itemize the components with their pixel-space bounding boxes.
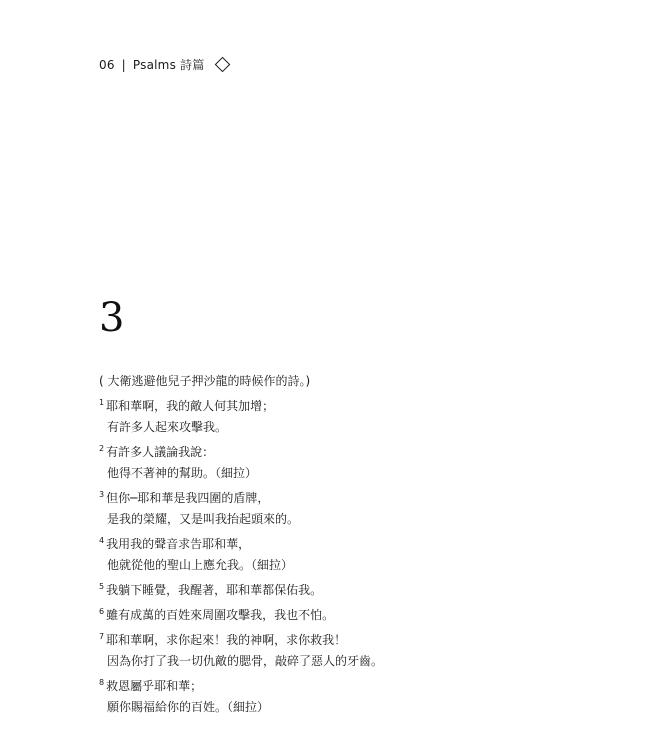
verse-line [99, 626, 619, 651]
verse-number: 1 [99, 398, 105, 407]
chapter-number: 3 [99, 295, 125, 341]
verse-1 [99, 392, 619, 438]
verse-line: 他就從他的聖山上應允我。（細拉） [107, 558, 294, 572]
verse-text: 我躺下睡覺，我醒著，耶和華都保佑我。 [106, 583, 323, 597]
verse-number: 8 [99, 678, 105, 687]
verse-number: 5 [99, 582, 105, 591]
verse-text: 但你─耶和華是我四圍的盾牌， [106, 491, 270, 505]
verse-2 [99, 438, 619, 484]
header-separator: | [121, 57, 126, 72]
running-header [99, 56, 228, 73]
verse-line: 他得不著神的幫助。（細拉） [107, 466, 258, 480]
verse-number: 3 [99, 490, 105, 499]
verse-line [99, 392, 619, 417]
verse-text: 耶和華啊，我的敵人何其加增； [106, 399, 275, 413]
verse-text: 有許多人議論我說： [106, 445, 215, 459]
verse-line [99, 484, 619, 509]
psalm-text [99, 371, 619, 718]
verse-line: 有許多人起來攻擊我。 [107, 420, 228, 434]
verse-5 [99, 576, 619, 601]
verse-text: 雖有成萬的百姓來周圍攻擊我，我也不怕。 [106, 608, 335, 622]
verse-line [99, 576, 619, 601]
diamond-outline-icon [215, 57, 231, 73]
verse-number: 6 [99, 607, 105, 616]
verse-number: 7 [99, 632, 105, 641]
verse-4 [99, 530, 619, 576]
verse-text: 我用我的聲音求告耶和華， [106, 537, 251, 551]
verse-line: 願你賜福給你的百姓。（細拉） [107, 700, 270, 714]
verse-line [99, 438, 619, 463]
verse-number: 2 [99, 444, 105, 453]
verse-number: 4 [99, 536, 105, 545]
book-title: Psalms 詩篇 [132, 58, 205, 72]
page-number: 06 [99, 57, 115, 72]
superscription: ( 大衛逃避他兒子押沙龍的時候作的詩。) [99, 374, 311, 388]
verse-6 [99, 601, 619, 626]
verse-8 [99, 672, 619, 718]
verse-line [99, 601, 619, 626]
verse-7 [99, 626, 619, 672]
verse-line [99, 672, 619, 697]
verse-text: 救恩屬乎耶和華； [106, 679, 203, 693]
verse-3 [99, 484, 619, 530]
verse-line: 因為你打了我一切仇敵的腮骨，敲碎了惡人的牙齒。 [107, 654, 384, 668]
verse-line [99, 530, 619, 555]
verse-line: 是我的榮耀，又是叫我抬起頭來的。 [107, 512, 300, 526]
verse-text: 耶和華啊，求你起來！我的神啊，求你救我！ [106, 633, 347, 647]
